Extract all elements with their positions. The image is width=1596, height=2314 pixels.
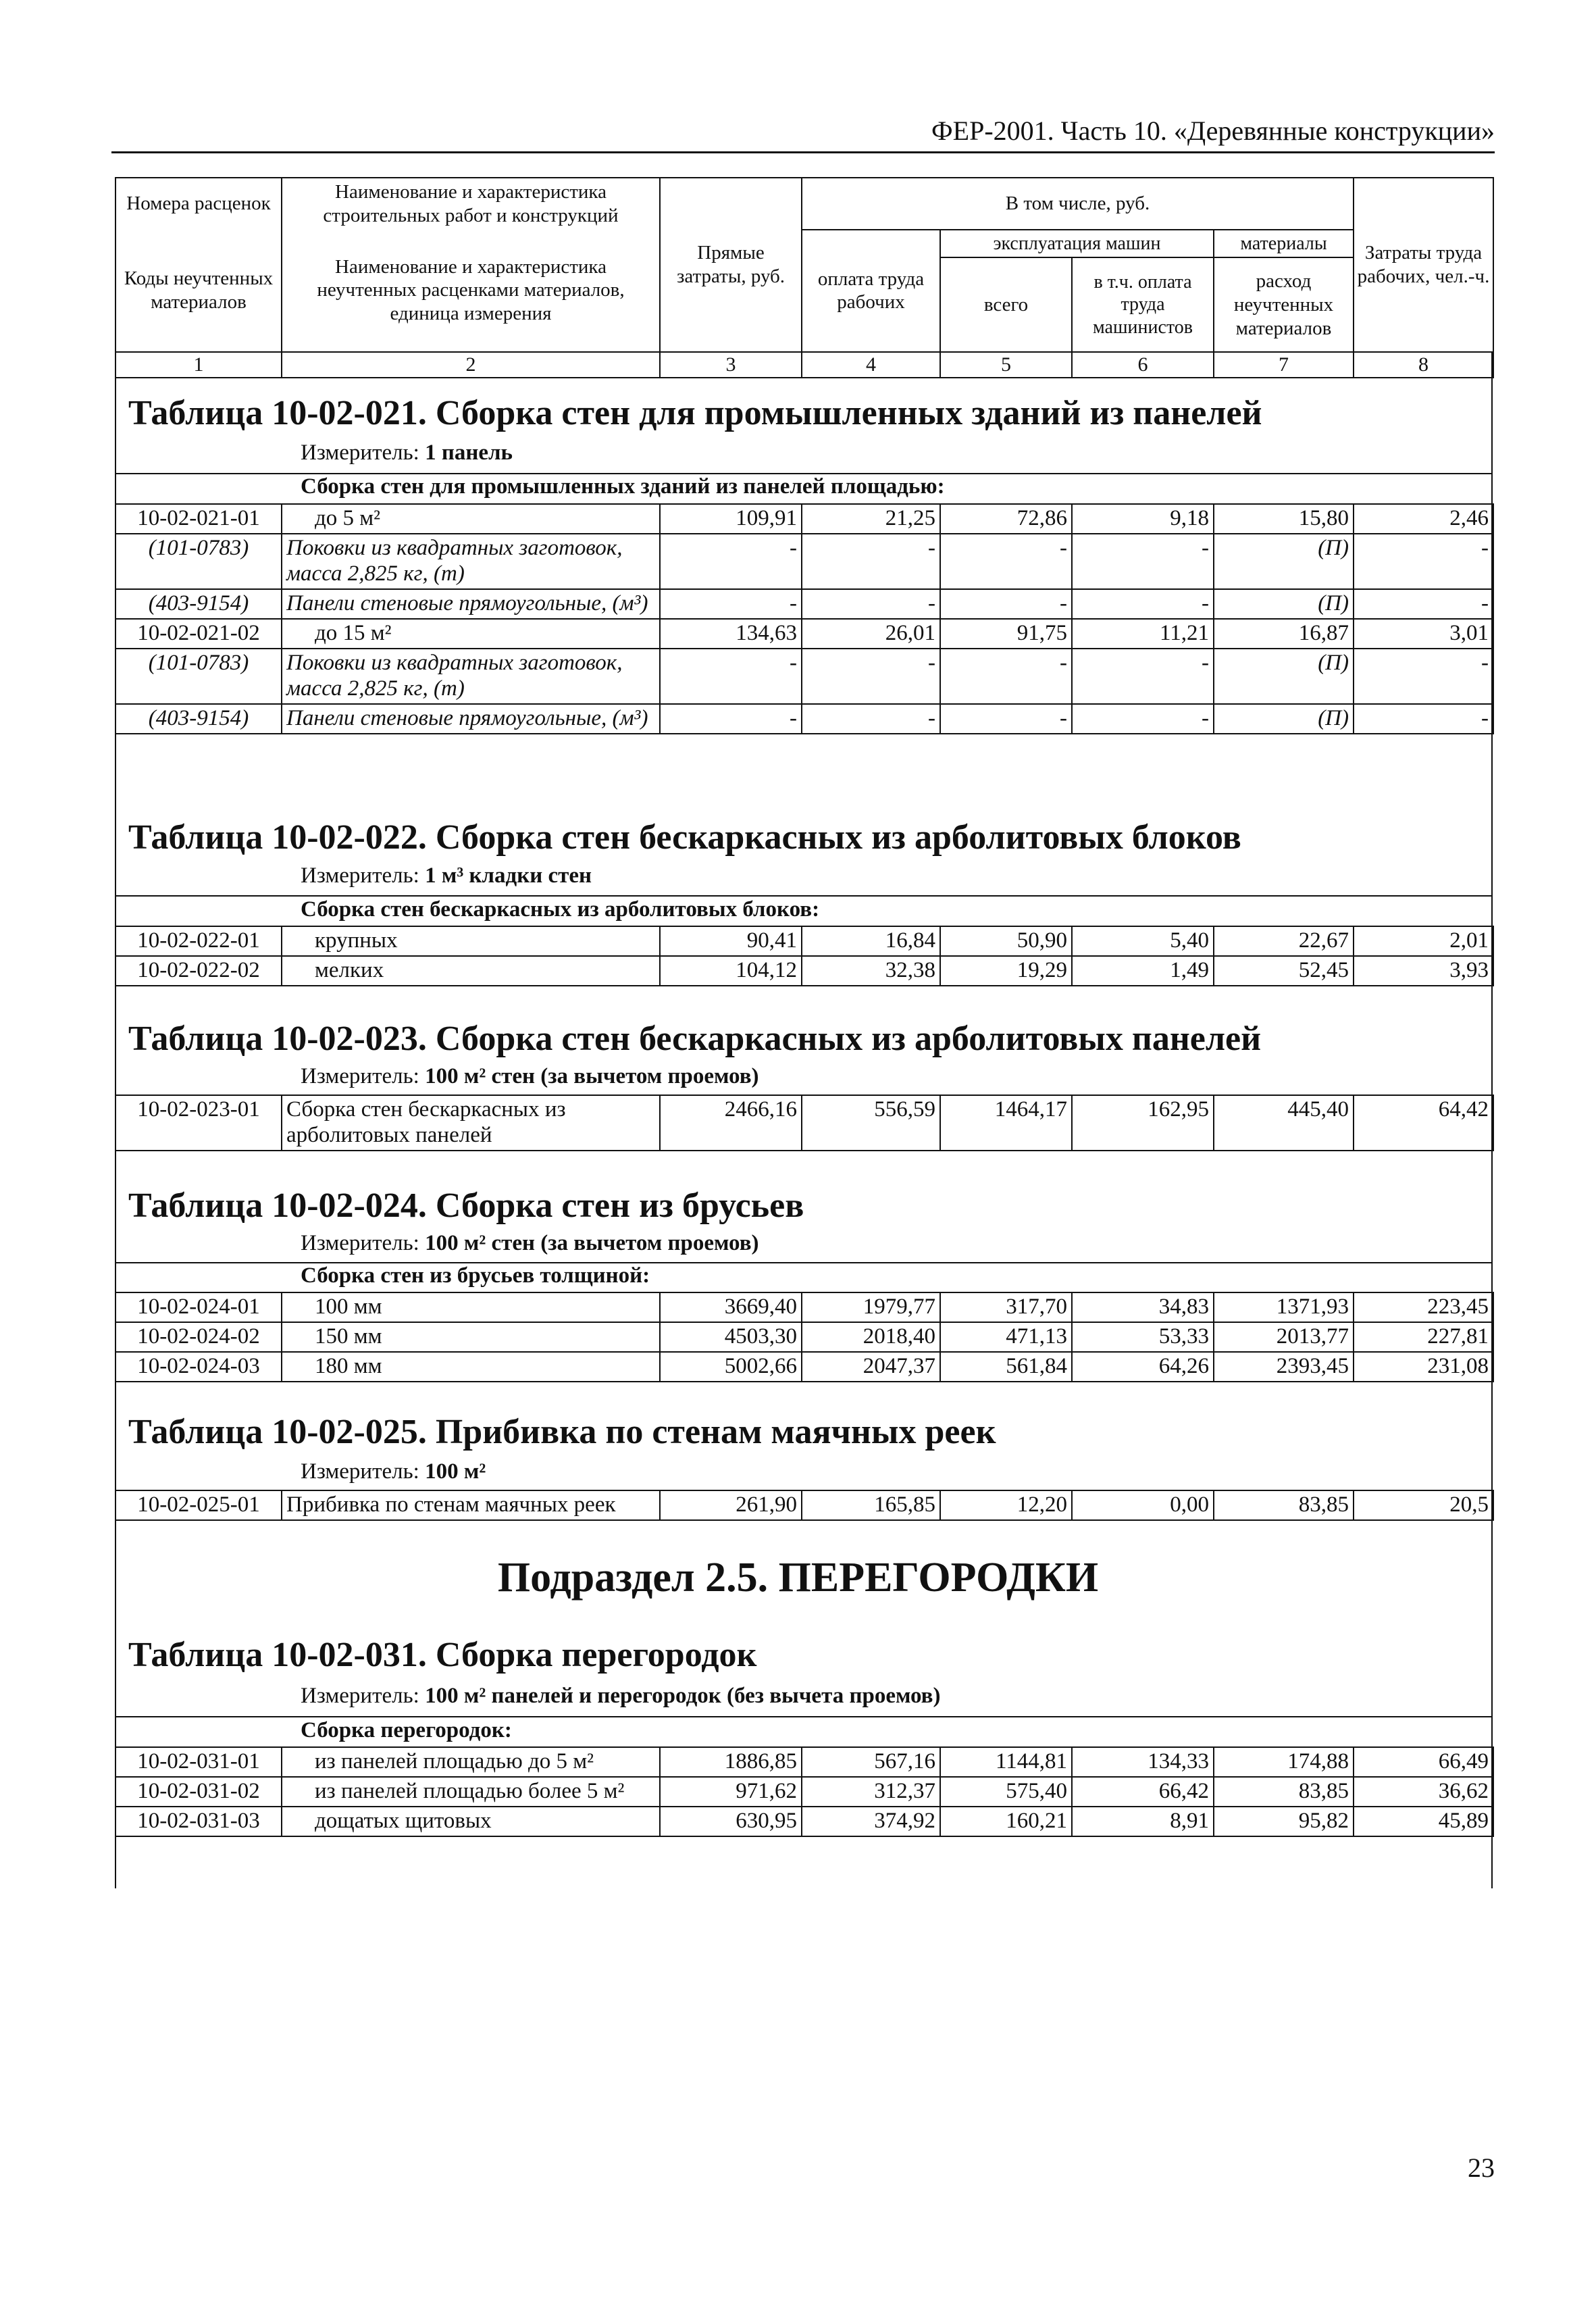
table-024 [115, 1292, 1494, 1382]
col-name-header: Наименование и характеристика строительных работ и конструкций [282, 178, 660, 230]
table-row: 10-02-021-01 до 5 м² 109,91 21,25 72,86 9,18 15,80 2,46 [115, 504, 1493, 534]
table-row: 10-02-031-01 из панелей площадью до 5 м² 1886,85 567,16 1144,81 134,33 174,88 66,49 [115, 1747, 1493, 1777]
table-031-meter: Измеритель: 100 м² панелей и перегородок (без вычета проемов) [301, 1684, 941, 1708]
material-row: (101-0783) Поковки из квадратных заготовок, масса 2,825 кг, (т) - - - - (П) - [115, 649, 1493, 704]
table-025 [115, 1490, 1494, 1521]
col-machine-total-header: всего [940, 257, 1072, 352]
table-row: 10-02-024-03 180 мм 5002,66 2047,37 561,84 64,26 2393,45 231,08 [115, 1352, 1493, 1382]
table-row: 10-02-031-03 дощатых щитовых 630,95 374,92 160,21 8,91 95,82 45,89 [115, 1807, 1493, 1836]
table-021-subheading: Сборка стен для промышленных зданий из панелей площадью: [301, 474, 945, 499]
col-materials-header: материалы [1214, 230, 1354, 258]
col-machine-operation-header: эксплуатация машин [940, 230, 1214, 258]
table-024-meter: Измеритель: 100 м² стен (за вычетом проемов) [301, 1231, 759, 1255]
table-row: 10-02-022-02 мелких 104,12 32,38 19,29 1,49 52,45 3,93 [115, 956, 1493, 986]
col-including-header: В том числе, руб. [802, 178, 1354, 230]
table-031-rule [115, 1716, 1493, 1717]
col-number: 6 [1072, 352, 1214, 378]
table-023-title: Таблица 10-02-023. Сборка стен бескаркасных из арболитовых панелей [128, 1020, 1262, 1058]
table-024-title: Таблица 10-02-024. Сборка стен из брусьев [128, 1186, 804, 1225]
table-row: 10-02-024-02 150 мм 4503,30 2018,40 471,13 53,33 2013,77 227,81 [115, 1322, 1493, 1352]
col-direct-costs-header: Прямые затраты, руб. [660, 178, 802, 352]
table-031-subheading: Сборка перегородок: [301, 1718, 512, 1742]
table-023 [115, 1095, 1494, 1151]
table-row: 10-02-031-02 из панелей площадью более 5 м² 971,62 312,37 575,40 66,42 83,85 36,62 [115, 1777, 1493, 1807]
table-025-title: Таблица 10-02-025. Прибивка по стенам маячных реек [128, 1413, 996, 1451]
col-number: 4 [802, 352, 940, 378]
col-number: 2 [282, 352, 660, 378]
col-material-name-header: Наименование и характеристика неучтенных расценками материалов, единица измерения [282, 230, 660, 353]
col-labor-hours-header: Затраты труда рабочих, чел.-ч. [1354, 178, 1493, 352]
section-title: Подраздел 2.5. ПЕРЕГОРОДКИ [497, 1555, 1099, 1601]
table-021 [115, 503, 1494, 734]
column-header-table [115, 177, 1494, 378]
col-number: 8 [1354, 352, 1493, 378]
col-codes-header: Номера расценок [115, 178, 282, 230]
material-row: (403-9154) Панели стеновые прямоугольные, (м³) - - - - (П) - [115, 589, 1493, 619]
table-022-meter: Измеритель: 1 м³ кладки стен [301, 863, 592, 888]
col-number: 7 [1214, 352, 1354, 378]
table-021-meter: Измеритель: 1 панель [301, 441, 513, 465]
table-row: 10-02-022-01 крупных 90,41 16,84 50,90 5,40 22,67 2,01 [115, 926, 1493, 956]
col-machinist-pay-header: в т.ч. оплата труда машинистов [1072, 257, 1214, 352]
running-header: ФЕР-2001. Часть 10. «Деревянные конструкции» [931, 116, 1495, 146]
table-row: 10-02-023-01 Сборка стен бескаркасных из арболитовых панелей 2466,16 556,59 1464,17 162,95 445,40 64,42 [115, 1095, 1493, 1151]
table-022 [115, 926, 1494, 986]
table-025-meter: Измеритель: 100 м² [301, 1459, 486, 1484]
table-row: 10-02-025-01 Прибивка по стенам маячных реек 261,90 165,85 12,20 0,00 83,85 20,5 [115, 1490, 1493, 1520]
table-022-rule [115, 895, 1493, 897]
table-024-subheading: Сборка стен из брусьев толщиной: [301, 1263, 650, 1288]
table-022-subheading: Сборка стен бескаркасных из арболитовых блоков: [301, 897, 820, 922]
material-row: (101-0783) Поковки из квадратных заготовок, масса 2,825 кг, (т) - - - - (П) - [115, 534, 1493, 589]
header-rule [111, 151, 1495, 153]
table-031 [115, 1746, 1494, 1837]
col-material-codes-header: Коды неучтенных материалов [115, 230, 282, 353]
table-021-title: Таблица 10-02-021. Сборка стен для промышленных зданий из панелей [128, 394, 1262, 432]
table-031-title: Таблица 10-02-031. Сборка перегородок [128, 1636, 757, 1674]
table-023-meter: Измеритель: 100 м² стен (за вычетом проемов) [301, 1064, 759, 1088]
table-row: 10-02-021-02 до 15 м² 134,63 26,01 91,75 11,21 16,87 3,01 [115, 619, 1493, 649]
col-number: 3 [660, 352, 802, 378]
col-number: 5 [940, 352, 1072, 378]
material-row: (403-9154) Панели стеновые прямоугольные, (м³) - - - - (П) - [115, 704, 1493, 734]
table-row: 10-02-024-01 100 мм 3669,40 1979,77 317,70 34,83 1371,93 223,45 [115, 1292, 1493, 1322]
col-number: 1 [115, 352, 282, 378]
page-number: 23 [1468, 2153, 1495, 2183]
col-worker-pay-header: оплата труда рабочих [802, 230, 940, 353]
col-material-consumption-header: расход неучтенных материалов [1214, 257, 1354, 352]
table-022-title: Таблица 10-02-022. Сборка стен бескаркасных из арболитовых блоков [128, 818, 1241, 857]
